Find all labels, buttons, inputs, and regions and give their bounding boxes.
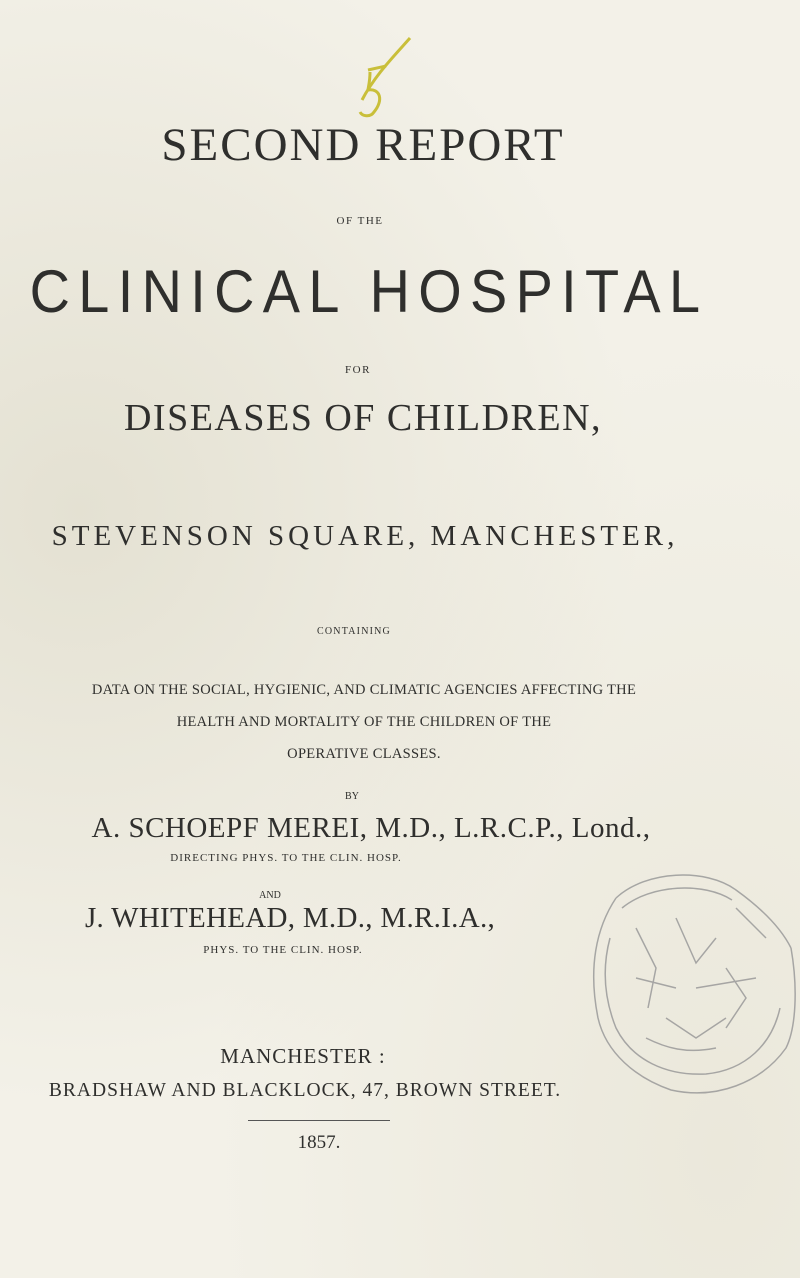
author1-name: A. SCHOEPF MEREI, M.D., L.R.C.P., Lond., [91,812,651,844]
handwritten-pencil-mark [340,30,450,130]
diseases-title: DISEASES OF CHILDREN, [123,397,603,439]
imprint-publisher: BRADSHAW AND BLACKLOCK, 47, BROWN STREET. [48,1080,562,1101]
for-label: FOR [345,364,371,376]
imprint-year: 1857. [297,1132,341,1153]
description [0,674,728,770]
library-stamp [576,868,800,1098]
and-label: AND [259,890,281,901]
description-line: OPERATIVE CLASSES. [287,746,441,762]
by-label: BY [345,791,359,802]
report-title: SECOND REPORT [161,119,565,171]
imprint-city: MANCHESTER : [220,1044,386,1068]
description-line: DATA ON THE SOCIAL, HYGIENIC, AND CLIMATIC AGENCIES AFFECTING THE [91,682,637,698]
author2-role: PHYS. TO THE CLIN. HOSP. [203,944,363,956]
of-the-label: OF THE [336,215,384,227]
imprint-divider [248,1120,390,1121]
author1-role: DIRECTING PHYS. TO THE CLIN. HOSP. [170,852,402,864]
description-line: HEALTH AND MORTALITY OF THE CHILDREN OF THE [176,714,552,730]
containing-label: CONTAINING [317,626,391,637]
hospital-title: CLINICAL HOSPITAL [29,258,709,325]
author2-name: J. WHITEHEAD, M.D., M.R.I.A., [84,902,496,934]
location-title: STEVENSON SQUARE, MANCHESTER, [51,520,679,552]
